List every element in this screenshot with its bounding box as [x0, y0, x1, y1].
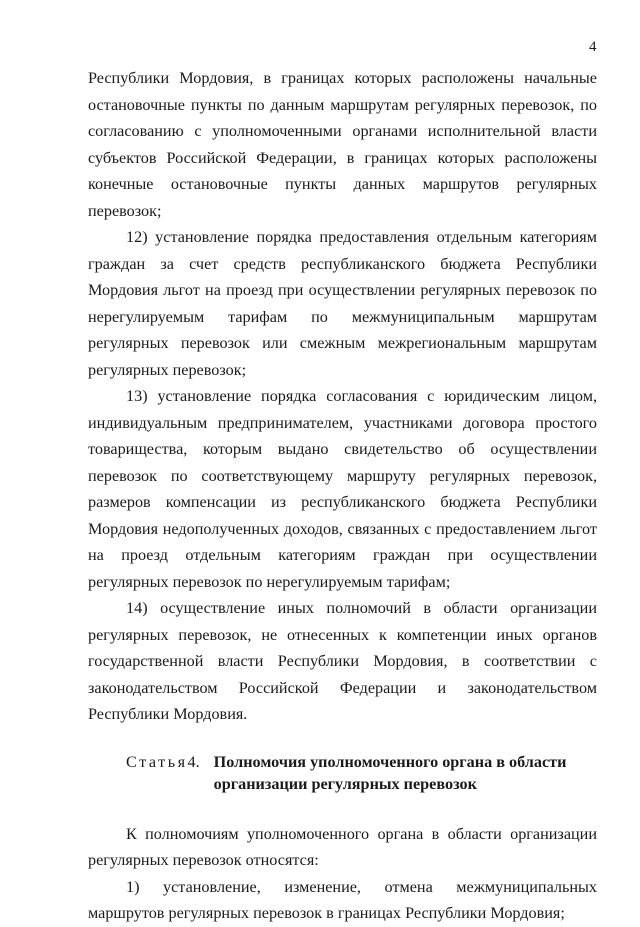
article-label: Статья: [126, 752, 188, 771]
paragraph-item-12: 12) установление порядка предоставления отдельным категориям граждан за счет средств республиканского бюджета Республики Мордовия льгот на проезд при осуществлении регулярных перевозок по нерегулируемым тарифам по межмуниципальным маршрутам регулярных перевозок или смежным межрегиональным маршрутам регулярных перевозок;: [88, 228, 597, 379]
article-heading: [126, 751, 597, 795]
paragraph-item-14: 14) осуществление иных полномочий в области организации регулярных перевозок, не отнесенных к компетенции иных органов государственной власти Республики Мордовия, в соответствии с законодательством Российской Федерации и законодательством Республики Мордовия.: [88, 599, 597, 723]
paragraph-item-13: 13) установление порядка согласования с юридическим лицом, индивидуальным предпринимателем, участниками договора простого товарищества, которым выдано свидетельство об осуществлении перевозок по соответствующему маршруту регулярных перевозок, размеров компенсации из республиканского бюджета Республики Мордовия недополученных доходов, связанных с предоставлением льгот на проезд отдельным категориям граждан при осуществлении регулярных перевозок по нерегулируемым тарифам;: [88, 387, 597, 591]
document-body: [88, 65, 597, 927]
article-number: 4.: [187, 752, 200, 771]
article-title: Полномочия уполномоченного органа в области организации регулярных перевозок: [213, 752, 567, 793]
paragraph-item-1: 1) установление, изменение, отмена межмуниципальных маршрутов регулярных перевозок в границах Республики Мордовия;: [88, 877, 597, 922]
paragraph-continuation: Республики Мордовия, в границах которых расположены начальные остановочные пункты по данным маршрутам регулярных перевозок, по согласованию с уполномоченными органами исполнительной власти субъектов Российской Федерации, в границах которых расположены конечные остановочные пункты данных маршрутов регулярных перевозок;: [88, 69, 597, 220]
page-number: 4: [589, 39, 597, 55]
paragraph-article-intro: К полномочиям уполномоченного органа в области организации регулярных перевозок относятся:: [88, 824, 597, 869]
